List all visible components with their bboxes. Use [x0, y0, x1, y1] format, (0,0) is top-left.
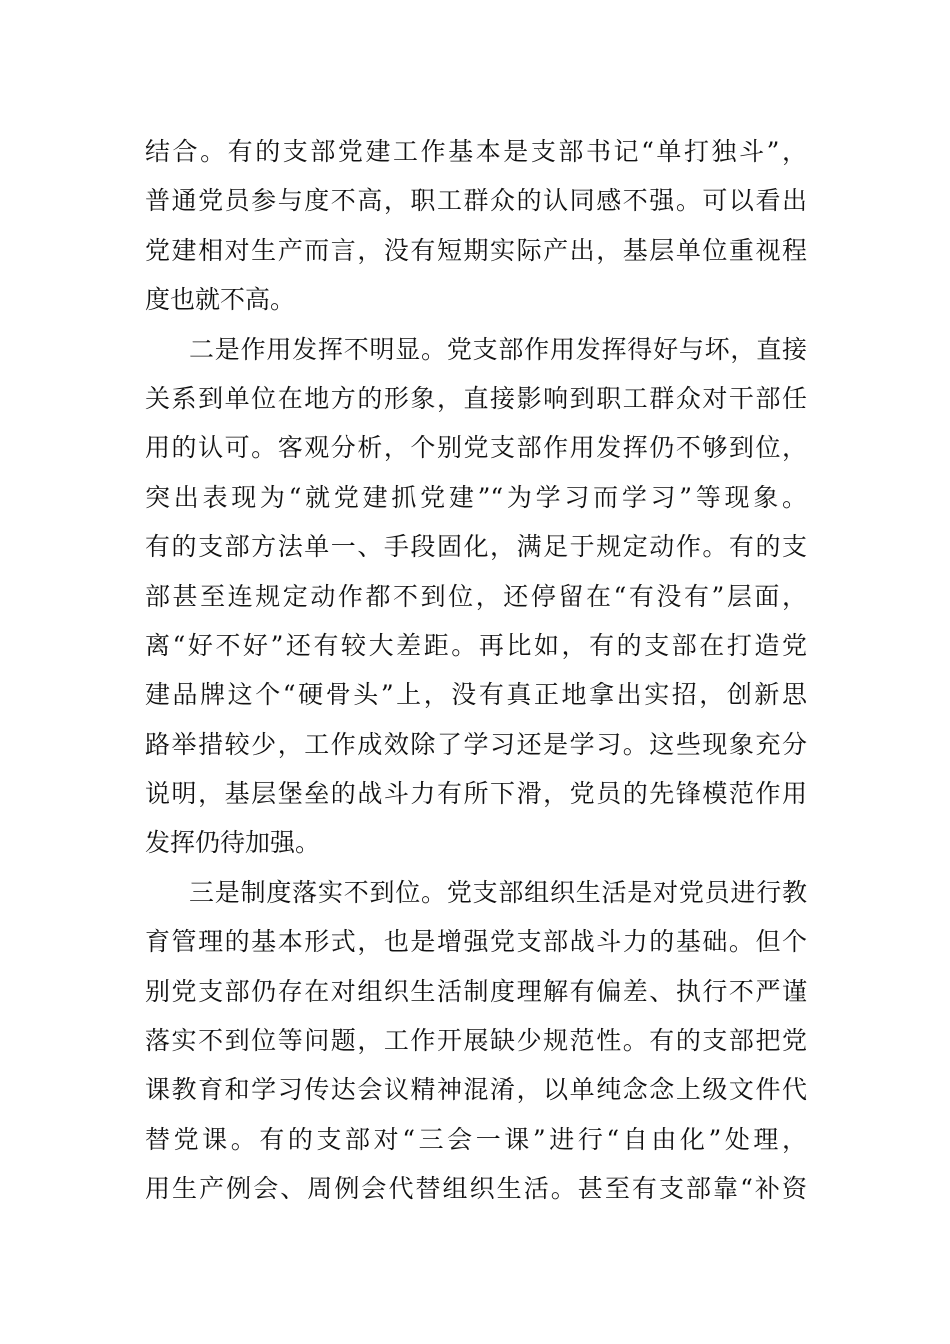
paragraph-3 [145, 868, 807, 1214]
text-line: 育管理的基本形式，也是增强党支部战斗力的基础。但个 [145, 927, 807, 957]
paragraph-2 [145, 325, 807, 868]
text-line: 建品牌这个“硬骨头”上，没有真正地拿出实招，创新思 [145, 680, 807, 710]
text-line: 别党支部仍存在对组织生活制度理解有偏差、执行不严谨 [145, 976, 807, 1006]
paragraph-1 [145, 127, 807, 325]
text-line: 落实不到位等问题，工作开展缺少规范性。有的支部把党 [145, 1026, 807, 1056]
text-line: 有的支部方法单一、手段固化，满足于规定动作。有的支 [145, 532, 807, 562]
text-line: 用的认可。客观分析，个别党支部作用发挥仍不够到位， [145, 433, 807, 463]
text-line: 普通党员参与度不高，职工群众的认同感不强。可以看出 [145, 186, 807, 216]
text-line: 三是制度落实不到位。党支部组织生活是对党员进行教 [189, 877, 807, 907]
text-line: 替党课。有的支部对“三会一课”进行“自由化”处理， [145, 1124, 807, 1154]
text-line: 二是作用发挥不明显。党支部作用发挥得好与坏，直接 [189, 334, 807, 364]
text-line: 突出表现为“就党建抓党建”“为学习而学习”等现象。 [145, 482, 807, 512]
text-line: 结合。有的支部党建工作基本是支部书记“单打独斗”， [145, 137, 807, 166]
text-line: 用生产例会、周例会代替组织生活。甚至有支部靠“补资 [145, 1174, 807, 1204]
text-line: 党建相对生产而言，没有短期实际产出，基层单位重视程 [145, 235, 807, 265]
text-line: 部甚至连规定动作都不到位，还停留在“有没有”层面， [145, 581, 807, 611]
text-line: 发挥仍待加强。 [145, 828, 321, 858]
text-line: 课教育和学习传达会议精神混淆，以单纯念念上级文件代 [145, 1075, 807, 1105]
text-line: 路举措较少，工作成效除了学习还是学习。这些现象充分 [145, 729, 807, 759]
text-line: 离“好不好”还有较大差距。再比如，有的支部在打造党 [145, 630, 807, 660]
document-body [145, 127, 807, 1214]
text-line: 说明，基层堡垒的战斗力有所下滑，党员的先锋模范作用 [145, 779, 807, 809]
text-line: 关系到单位在地方的形象，直接影响到职工群众对干部任 [145, 383, 807, 413]
text-line: 度也就不高。 [145, 285, 296, 315]
